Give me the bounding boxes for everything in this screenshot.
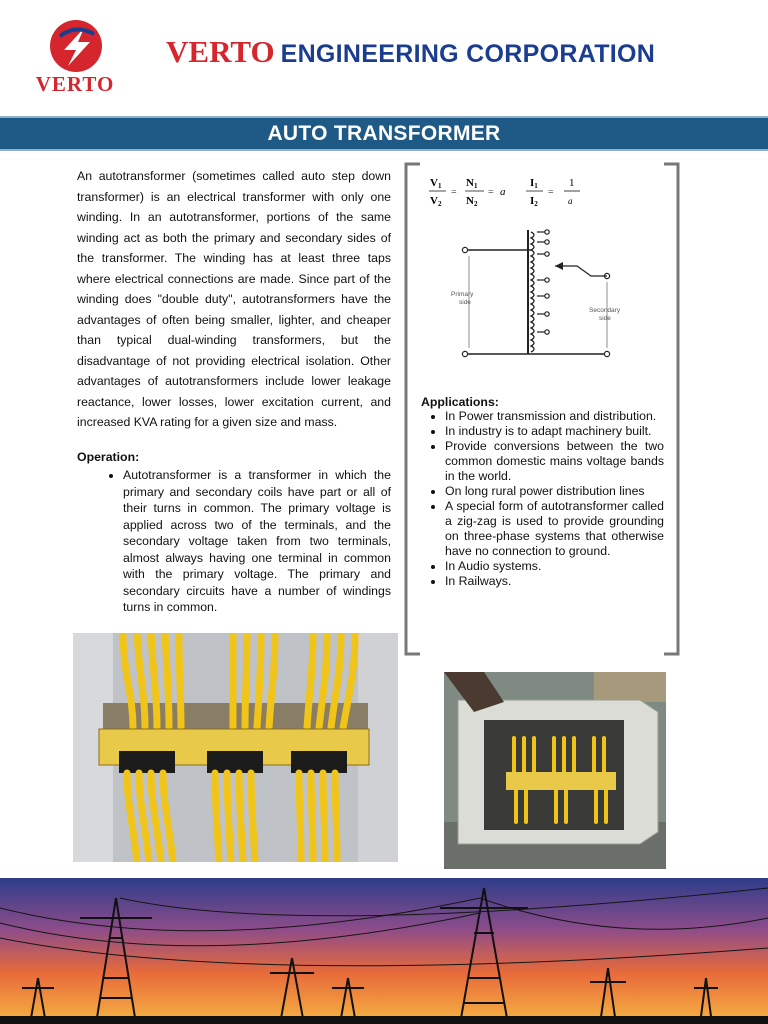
- formula-i1: I1: [530, 177, 538, 190]
- logo-text: VERTO: [35, 72, 115, 96]
- company-name-rest: ENGINEERING CORPORATION: [280, 40, 656, 68]
- operation-heading: Operation:: [77, 450, 140, 464]
- list-item: • In Audio systems.: [445, 559, 664, 574]
- transformer-photo-cabinet: [444, 672, 666, 869]
- power-lines-sunset: [0, 878, 768, 1024]
- applications-list: [421, 409, 664, 589]
- formula-v2: V2: [430, 195, 442, 208]
- svg-text:=: =: [488, 187, 494, 198]
- primary-label-2: side: [459, 299, 471, 306]
- ratio-formula: [426, 172, 596, 212]
- svg-text:=: =: [548, 187, 554, 198]
- company-logo: [20, 20, 132, 94]
- secondary-label: Secondary: [589, 307, 621, 314]
- primary-label: Primary: [451, 291, 474, 298]
- list-item: • Autotransformer is a transformer in which the primary and secondary coils have part or all of their turns in common. The primary voltage is applied across two of the terminals, and the secondary voltage taken from two terminals, almost always having one terminal in common with the primary voltage. The primary and secondary circuits have a number of windings turns in common.: [123, 467, 391, 616]
- transformer-photo-open: [73, 633, 398, 862]
- list-item: • In industry is to adapt machinery built.: [445, 424, 664, 439]
- formula-a-denominator: a: [568, 196, 573, 206]
- list-item: • In Power transmission and distribution.: [445, 409, 664, 424]
- formula-n1: N1: [466, 177, 478, 190]
- applications-heading: Applications:: [421, 395, 499, 409]
- list-item: • A special form of autotransformer called a zig-zag is used to provide grounding on three-phase systems that otherwise have no connection to ground.: [445, 499, 664, 559]
- operation-list: [77, 467, 391, 616]
- page-title: AUTO TRANSFORMER: [267, 122, 501, 145]
- title-banner: [0, 116, 768, 151]
- autotransformer-diagram: [445, 222, 635, 362]
- formula-one: 1: [569, 177, 575, 189]
- secondary-label-2: side: [599, 315, 611, 322]
- list-item: • On long rural power distribution lines: [445, 484, 664, 499]
- svg-text:=: =: [451, 187, 457, 198]
- formula-v1: V1: [430, 177, 442, 190]
- formula-a: a: [500, 186, 506, 198]
- formula-i2: I2: [530, 195, 538, 208]
- list-item: • Provide conversions between the two common domestic mains voltage bands in the world.: [445, 439, 664, 484]
- formula-n2: N2: [466, 195, 478, 208]
- intro-paragraph: An autotransformer (sometimes called auto step down transformer) is an electrical transformer with only one winding. In an autotransformer, portions of the same winding act as both the primary and secondary sides of the transformer. The winding has at least three taps where electrical connections are made. Since part of the winding does "double duty", autotransformers have the advantages of often being smaller, lighter, and cheaper than typical dual-winding transformers, but the disadvantage of not providing electrical isolation. Other advantages of autotransformers include lower leakage reactance, lower losses, lower excitation current, and increased KVA rating for a given size and mass.: [77, 169, 391, 429]
- list-item: • In Railways.: [445, 574, 664, 589]
- company-brand: VERTO: [166, 34, 275, 69]
- company-name: [166, 34, 655, 70]
- lightning-logo-icon: [20, 20, 132, 76]
